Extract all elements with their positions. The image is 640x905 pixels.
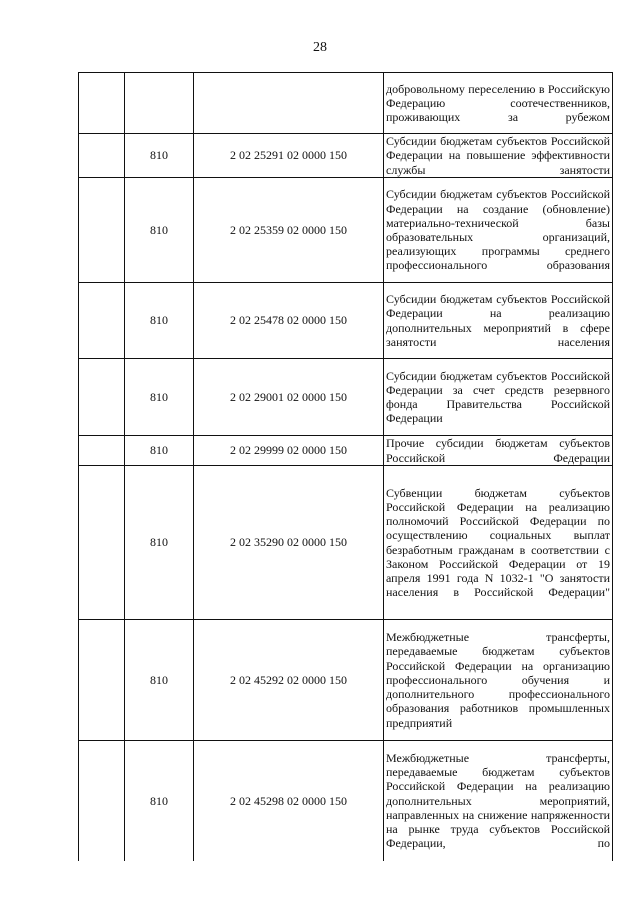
description-cell [384, 359, 613, 436]
table-row [79, 359, 613, 436]
admin-code-cell: 810 [125, 359, 194, 436]
description-cell [384, 73, 613, 134]
kbk-code-cell: 2 02 25291 02 0000 150 [194, 134, 384, 178]
table-row [79, 134, 613, 178]
kbk-code-cell: 2 02 35290 02 0000 150 [194, 466, 384, 620]
description-cell [384, 466, 613, 620]
table-row [79, 466, 613, 620]
admin-code-cell: 810 [125, 466, 194, 620]
admin-code-cell: 810 [125, 620, 194, 741]
budget-revenue-table [78, 72, 613, 861]
table-row [79, 741, 613, 861]
description-cell [384, 436, 613, 466]
row-empty-cell [79, 283, 125, 359]
description-cell [384, 134, 613, 178]
kbk-code-cell: 2 02 25478 02 0000 150 [194, 283, 384, 359]
kbk-code-cell: 2 02 29999 02 0000 150 [194, 436, 384, 466]
row-empty-cell [79, 620, 125, 741]
page-number: 28 [313, 40, 327, 55]
admin-code-cell: 810 [125, 436, 194, 466]
description-text: Субсидии бюджетам субъектов Российской Федерации на создание (обновление) материально-технической базы образовательных организаций, реализующих программы среднего профессионального образования [386, 187, 610, 273]
admin-code-cell: 810 [125, 134, 194, 178]
table-row [79, 178, 613, 283]
description-text: Субсидии бюджетам субъектов Российской Федерации за счет средств резервного фонда Правительства Российской Федерации [386, 368, 610, 426]
description-cell [384, 283, 613, 359]
row-empty-cell [79, 134, 125, 178]
description-text: Прочие субсидии бюджетам субъектов Российской Федерации [386, 436, 610, 465]
description-text: Субсидии бюджетам субъектов Российской Федерации на повышение эффективности службы занятости [386, 134, 610, 177]
table-row [79, 73, 613, 134]
row-empty-cell [79, 741, 125, 861]
description-text: Субсидии бюджетам субъектов Российской Федерации на реализацию дополнительных мероприятий в сфере занятости населения [386, 292, 610, 349]
description-text: Субвенции бюджетам субъектов Российской Федерации на реализацию полномочий Российской Федерации по осуществлению социальных выплат безработным гражданам в соответствии с Законом Российской Федерации от 19 апреля 1991 года N 1032-1 "О занятости населения в Российской Федерации" [386, 485, 610, 600]
kbk-code-cell: 2 02 29001 02 0000 150 [194, 359, 384, 436]
description-text: добровольному переселению в Российскую Федерацию соотечественников, проживающих за рубежом [386, 81, 610, 125]
description-cell [384, 620, 613, 741]
admin-code-cell: 810 [125, 178, 194, 283]
table-row [79, 620, 613, 741]
admin-code-cell: 810 [125, 283, 194, 359]
kbk-code-cell: 2 02 45292 02 0000 150 [194, 620, 384, 741]
description-cell [384, 741, 613, 861]
admin-code-cell: 810 [125, 741, 194, 861]
row-empty-cell [79, 178, 125, 283]
kbk-code-cell: 2 02 25359 02 0000 150 [194, 178, 384, 283]
table-row [79, 283, 613, 359]
row-empty-cell [79, 73, 125, 134]
row-empty-cell [79, 436, 125, 466]
admin-code-cell [125, 73, 194, 134]
row-empty-cell [79, 359, 125, 436]
kbk-code-cell: 2 02 45298 02 0000 150 [194, 741, 384, 861]
description-cell [384, 178, 613, 283]
description-text: Межбюджетные трансферты, передаваемые бюджетам субъектов Российской Федерации на реализацию дополнительных мероприятий, направленных на снижение напряженности на рынке труда субъектов Российской Федерации, по [386, 751, 610, 851]
row-empty-cell [79, 466, 125, 620]
description-text: Межбюджетные трансферты, передаваемые бюджетам субъектов Российской Федерации на организацию профессионального обучения и дополнительного профессионального образования работников промышленных предприятий [386, 630, 610, 730]
kbk-code-cell [194, 73, 384, 134]
table-row [79, 436, 613, 466]
